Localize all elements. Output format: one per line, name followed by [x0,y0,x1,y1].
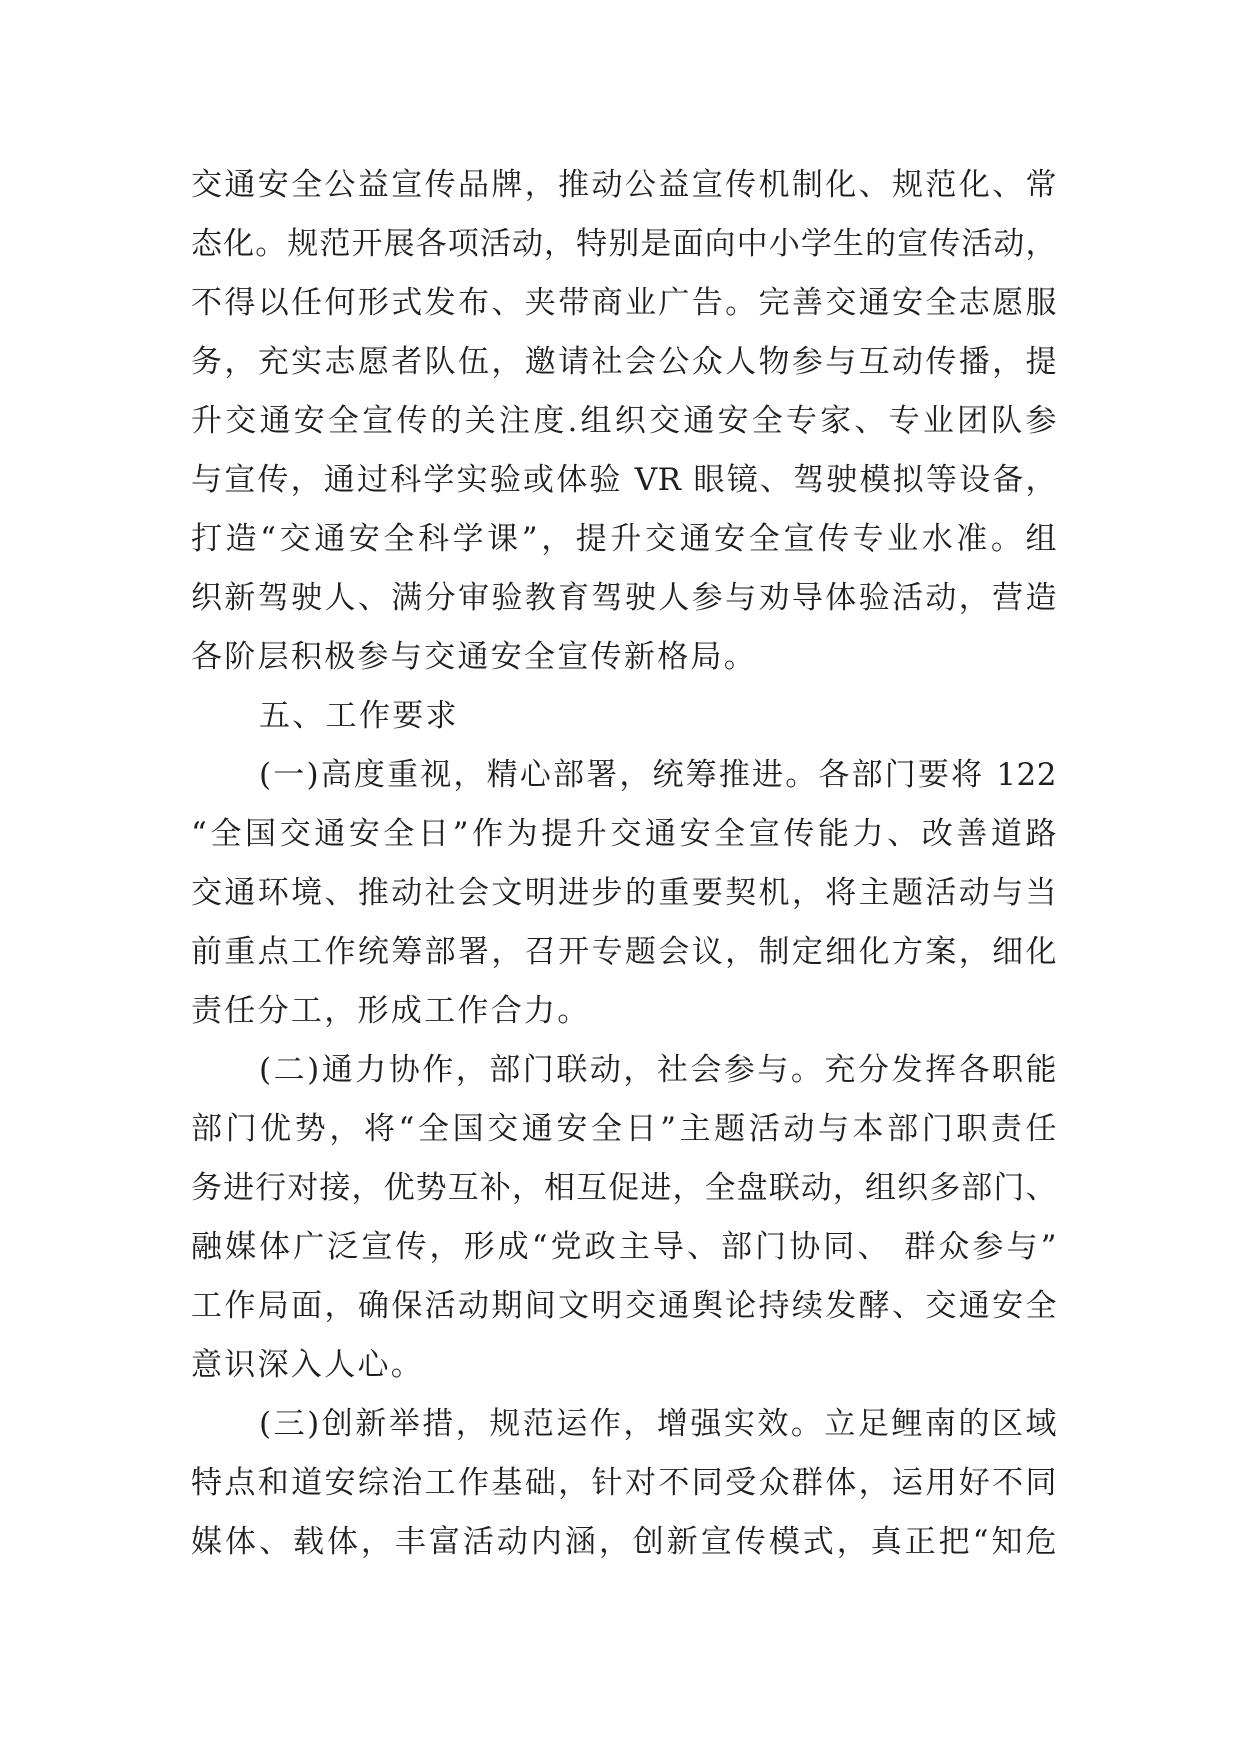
text-line: 与宣传，通过科学实验或体验 VR 眼镜、驾驶模拟等设备， [191,462,1057,498]
text-line: “全国交通安全日”作为提升交通安全宣传能力、改善道路 [191,816,1057,852]
text-line: (三)创新举措，规范运作，增强实效。立足鲤南的区域 [259,1406,1057,1442]
paragraph [191,746,1057,1041]
text-line: 各阶层积极参与交通安全宣传新格局。 [191,639,758,675]
section-heading-text: 五、工作要求 [259,698,459,734]
document-page [191,156,1057,1572]
text-line: 媒体、载体，丰富活动内涵，创新宣传模式，真正把“知危 [191,1524,1057,1560]
text-line: 不得以任何形式发布、夹带商业广告。完善交通安全志愿服 [191,285,1057,321]
text-line: 工作局面，确保活动期间文明交通舆论持续发酵、交通安全 [191,1288,1057,1324]
text-line: 意识深入人心。 [191,1347,425,1383]
text-line: 升交通安全宣传的关注度.组织交通安全专家、专业团队参 [191,403,1057,439]
paragraph [191,1395,1057,1572]
text-line: 打造“交通安全科学课”，提升交通安全宣传专业水准。组 [191,521,1057,557]
text-line: 部门优势，将“全国交通安全日”主题活动与本部门职责任 [191,1111,1057,1147]
text-line: 织新驾驶人、满分审验教育驾驶人参与劝导体验活动，营造 [191,580,1057,616]
text-line: 融媒体广泛宣传，形成“党政主导、部门协同、 群众参与” [191,1229,1057,1265]
paragraph [191,156,1057,687]
text-line: 交通安全公益宣传品牌，推动公益宣传机制化、规范化、常 [191,167,1057,203]
text-line: (一)高度重视，精心部署，统筹推进。各部门要将 122 [259,757,1057,793]
paragraph [191,1041,1057,1395]
text-line: 特点和道安综治工作基础，针对不同受众群体，运用好不同 [191,1465,1057,1501]
text-line: (二)通力协作，部门联动，社会参与。充分发挥各职能 [259,1052,1057,1088]
text-line: 务，充实志愿者队伍，邀请社会公众人物参与互动传播，提 [191,344,1057,380]
text-line: 务进行对接，优势互补，相互促进，全盘联动，组织多部门、 [191,1170,1057,1206]
text-line: 交通环境、推动社会文明进步的重要契机，将主题活动与当 [191,875,1057,911]
text-line: 态化。规范开展各项活动，特别是面向中小学生的宣传活动， [191,226,1057,262]
text-line: 责任分工，形成工作合力。 [191,993,591,1029]
section-heading [191,687,1057,746]
text-line: 前重点工作统筹部署，召开专题会议，制定细化方案，细化 [191,934,1057,970]
